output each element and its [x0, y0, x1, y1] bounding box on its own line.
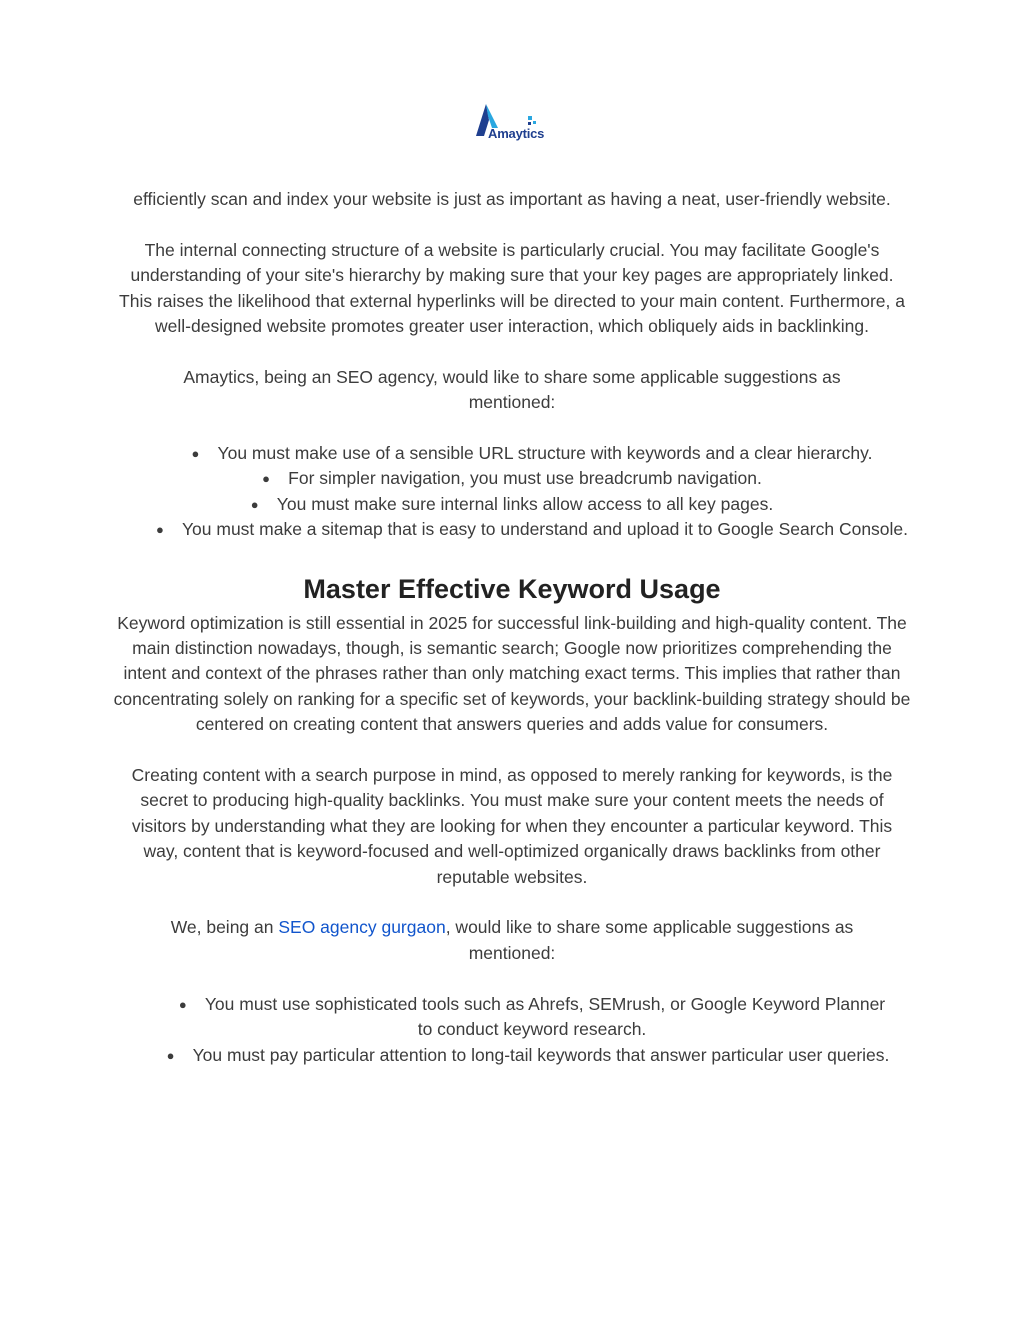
paragraph: The internal connecting structure of a website is particularly crucial. You may facilitate Google's understanding of your site's hierarchy by making sure that your key pages are appropriately linked. This raises the likelihood that external hyperlinks will be directed to your main content. Furthermore, a well-designed website promotes greater user interaction, which obliquely aids in backlinking. — [119, 239, 905, 337]
logo-text: Amaytics — [488, 126, 545, 141]
document-body — [112, 187, 912, 1068]
section-heading: Master Effective Keyword Usage — [303, 573, 721, 604]
list-item: ● You must use sophisticated tools such as Ahrefs, SEMrush, or Google Keyword Planner to conduct keyword research. — [178, 993, 886, 1040]
bullet-icon: ● — [178, 996, 187, 1012]
amaytics-logo — [472, 100, 556, 144]
seo-agency-link[interactable]: SEO agency gurgaon — [278, 917, 446, 938]
bullet-list — [112, 441, 912, 543]
bullet-list — [112, 992, 912, 1068]
paragraph: We, being an SEO agency gurgaon, would like to share some applicable suggestions as mentioned: — [170, 917, 854, 963]
bullet-icon: ● — [262, 471, 270, 487]
list-item: ● You must make a sitemap that is easy to understand and upload it to Google Search Console. — [112, 517, 912, 542]
bullet-icon: ● — [155, 522, 164, 538]
list-item: ● You must make sure internal links allow access to all key pages. — [112, 492, 912, 517]
paragraph: Amaytics, being an SEO agency, would like to share some applicable suggestions as mentioned: — [183, 366, 841, 413]
paragraph: efficiently scan and index your website is just as important as having a neat, user-friendly website. — [133, 189, 891, 209]
bullet-icon: ● — [250, 496, 259, 512]
paragraph: Keyword optimization is still essential in 2025 for successful link-building and high-quality content. The main distinction nowadays, though, is semantic search; Google now prioritizes comprehending the intent and context of the phrases rather than only matching exact terms. This implies that rather than concentrating solely on ranking for a specific set of keywords, your backlink-building strategy should be centered on creating content that answers queries and adds value for consumers. — [113, 612, 911, 735]
paragraph: Creating content with a search purpose in mind, as opposed to merely ranking for keywords, is the secret to producing high-quality backlinks. You must make sure your content meets the needs of visitors by understanding what they are looking for when they encounter a particular keyword. This way, content that is keyword-focused and well-optimized organically draws backlinks from other reputable websites. — [131, 765, 893, 887]
list-item: ● You must make use of a sensible URL structure with keywords and a clear hierarchy. — [112, 441, 912, 466]
bullet-icon: ● — [166, 1047, 175, 1063]
list-item: ● You must pay particular attention to long-tail keywords that answer particular user queries. — [162, 1043, 894, 1068]
bullet-icon: ● — [191, 446, 200, 462]
list-item: ● For simpler navigation, you must use breadcrumb navigation. — [112, 466, 912, 491]
